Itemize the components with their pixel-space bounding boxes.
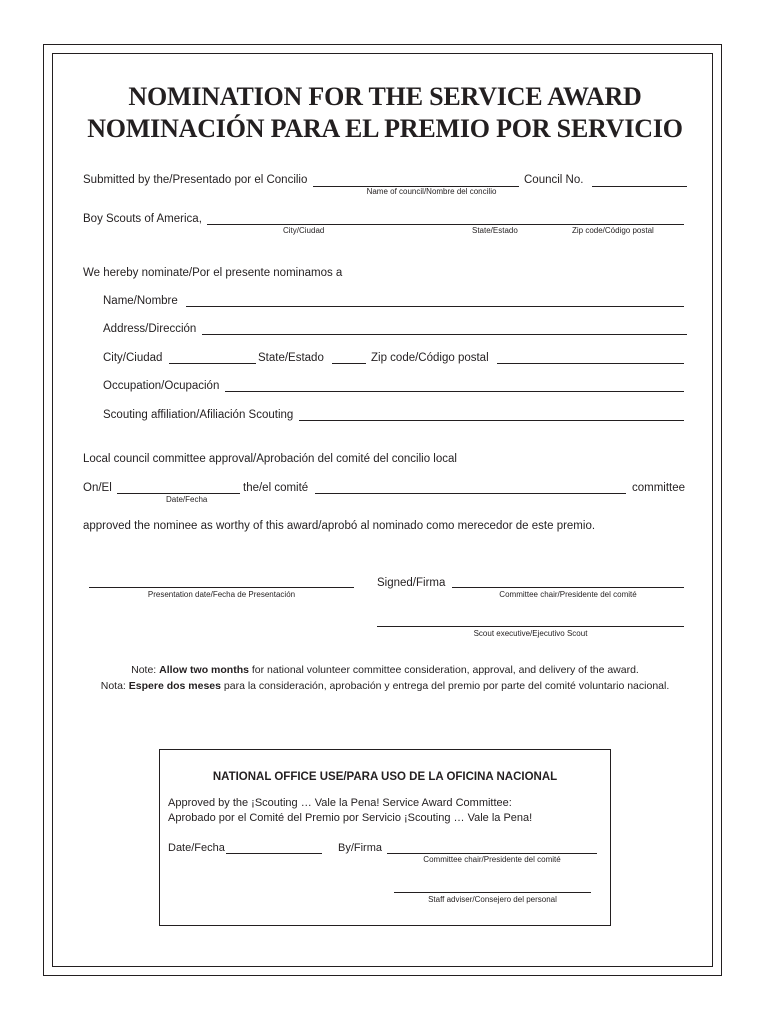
national-date-field[interactable] — [226, 853, 322, 854]
nominee-affiliation-field[interactable] — [299, 420, 684, 421]
bsa-city-caption: City/Ciudad — [283, 226, 325, 235]
bsa-location-field[interactable] — [207, 224, 684, 225]
presentation-date-field[interactable] — [89, 587, 354, 588]
council-no-field[interactable] — [592, 186, 687, 187]
nominate-intro: We hereby nominate/Por el presente nominamos a — [83, 267, 343, 279]
council-no-label: Council No. — [524, 174, 584, 186]
committee-chair-signature-field[interactable] — [452, 587, 684, 588]
note-english: Note: Allow two months for national volunteer committee consideration, approval, and delivery of the award. — [131, 664, 639, 676]
nominee-state-field[interactable] — [332, 363, 366, 364]
nominee-occupation-field[interactable] — [225, 391, 684, 392]
nominee-state-label: State/Estado — [258, 352, 324, 364]
scout-executive-caption: Scout executive/Ejecutivo Scout — [473, 629, 588, 638]
national-office-heading: NATIONAL OFFICE USE/PARA USO DE LA OFICINA NACIONAL — [212, 771, 558, 783]
approval-date-field[interactable] — [117, 493, 240, 494]
nominee-zip-label: Zip code/Código postal — [371, 352, 489, 364]
bsa-label: Boy Scouts of America, — [83, 213, 202, 225]
signed-label: Signed/Firma — [377, 577, 446, 589]
nominee-city-field[interactable] — [169, 363, 256, 364]
national-approved-spanish: Aprobado por el Comité del Premio por Servicio ¡Scouting … Vale la Pena! — [168, 812, 533, 824]
nominee-city-label: City/Ciudad — [103, 352, 163, 364]
form-title-spanish: NOMINACIÓN PARA EL PREMIO POR SERVICIO — [87, 114, 683, 143]
staff-adviser-caption: Staff adviser/Consejero del personal — [428, 895, 557, 904]
bsa-zip-caption: Zip code/Código postal — [572, 226, 654, 235]
form-title-english: NOMINATION FOR THE SERVICE AWARD — [128, 82, 642, 111]
presentation-date-caption: Presentation date/Fecha de Presentación — [147, 590, 296, 599]
bsa-state-caption: State/Estado — [472, 226, 518, 235]
national-date-label: Date/Fecha — [168, 842, 225, 854]
council-name-caption: Name of council/Nombre del concilio — [366, 187, 497, 196]
approval-date-caption: Date/Fecha — [166, 495, 208, 504]
national-by-label: By/Firma — [338, 842, 382, 854]
note-spanish: Nota: Espere dos meses para la consideración, aprobación y entrega del premio por parte del comité voluntario nacional. — [100, 680, 670, 692]
approval-committee-field[interactable] — [315, 493, 626, 494]
committee-chair-caption: Committee chair/Presidente del comité — [499, 590, 637, 599]
approval-committee-suffix: committee — [632, 482, 686, 494]
nominee-affiliation-label: Scouting affiliation/Afiliación Scouting — [103, 409, 294, 421]
approval-heading: Local council committee approval/Aprobación del comité del concilio local — [83, 453, 457, 465]
scout-executive-signature-field[interactable] — [377, 626, 684, 627]
nominee-occupation-label: Occupation/Ocupación — [103, 380, 220, 392]
approval-on-label: On/El — [83, 482, 112, 494]
national-chair-caption: Committee chair/Presidente del comité — [423, 855, 561, 864]
nominee-address-label: Address/Dirección — [103, 323, 197, 335]
national-chair-signature-field[interactable] — [387, 853, 597, 854]
submitted-by-label: Submitted by the/Presentado por el Concilio — [83, 174, 308, 186]
approval-statement: approved the nominee as worthy of this award/aprobó al nominado como merecedor de este premio. — [83, 520, 596, 532]
nominee-zip-field[interactable] — [497, 363, 684, 364]
national-approved-english: Approved by the ¡Scouting … Vale la Pena! Service Award Committee: — [168, 797, 512, 809]
nominee-name-field[interactable] — [186, 306, 684, 307]
nominee-address-field[interactable] — [202, 334, 687, 335]
approval-committee-label: the/el comité — [243, 482, 309, 494]
nominee-name-label: Name/Nombre — [103, 295, 178, 307]
staff-adviser-signature-field[interactable] — [394, 892, 591, 893]
